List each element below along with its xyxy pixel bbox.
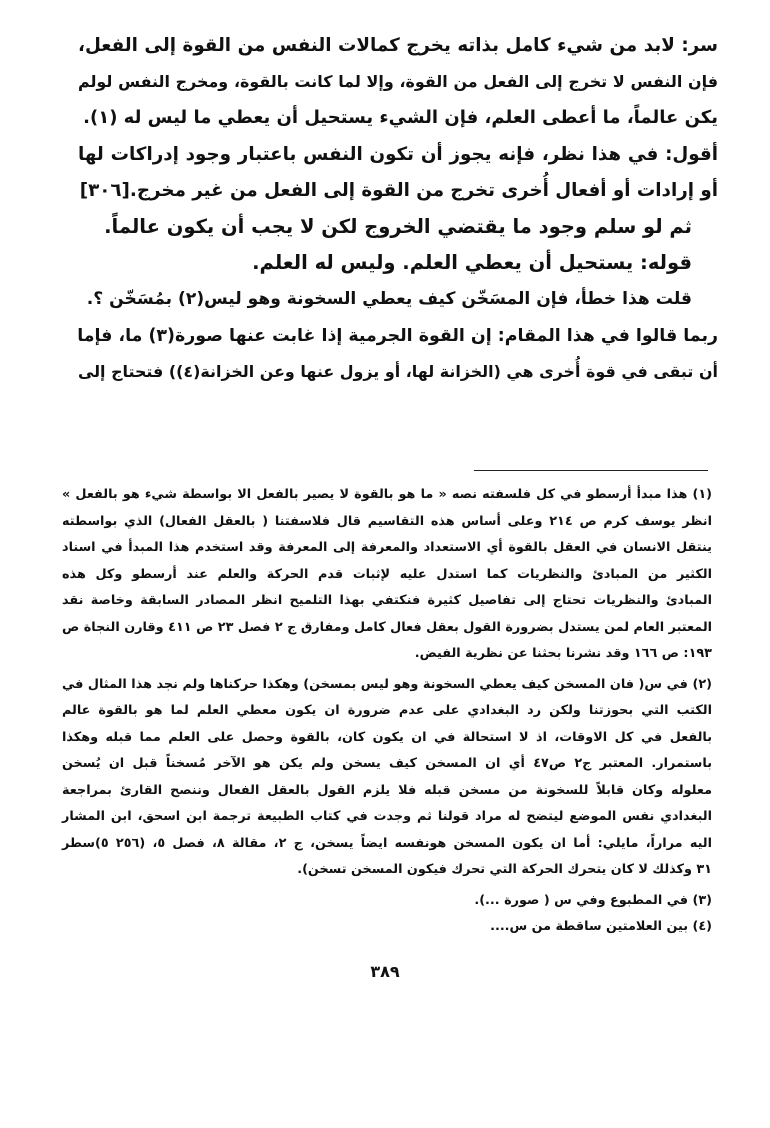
footnote-2 [62, 672, 712, 884]
footnote-line: (١) هذا مبدأ أرسطو في كل فلسفته نصه « ما هو بالقوة لا يصير بالفعل الا بواسطة شيء هو بالفعل » [62, 487, 712, 502]
footnote-line: اليه مراراً، مايلي: أما ان يكون المسخن هونفسه ايضاً يسخن، ج ٢، مقالة ٨، فصل ٥، (٢٥٦ ٥)سطر [62, 835, 712, 851]
main-text-line: أقول: في هذا نظر، فإنه يجوز أن تكون النفس باعتبار وجود إدراكات لها [78, 143, 718, 165]
footnote-line: معلوله وكان قابلاً للسخونة من مسخن قبله فلا يلزم القول بالعقل الفعال وننصح القارئ بمراجعة [62, 782, 712, 798]
main-text-line: قلت هذا خطأ، فإن المسَخّن كيف يعطي السخونة وهو ليس(٢) بمُسَخّن ؟. [86, 289, 692, 310]
footnote-line: ١٩٣: ص ١٦٦ وقد نشرنا بحثنا عن نظرية الفيض. [414, 646, 712, 661]
main-text-line: قوله: يستحيل أن يعطي العلم. وليس له العلم. [252, 251, 692, 275]
footnotes-block [62, 482, 712, 941]
footnote-line: الكثير من المبادئ والنظريات كما استدل عليه لإثبات قدم الحركة والعلم عند أرسطو وكل هذه [62, 566, 712, 582]
main-text-line: فإن النفس لا تخرج إلى الفعل من القوة، وإلا لما كانت بالقوة، ومخرج النفس لولم [78, 72, 718, 92]
footnote-4: (٤) بين العلامتين ساقطة من س.... [490, 919, 712, 934]
main-text-line: أو إرادات أو أفعال أُخرى تخرج من القوة إلى الفعل من غير مخرج.[٣٠٦] [79, 179, 718, 201]
main-text-line: ربما قالوا في هذا المقام: إن القوة الجرمية إذا غابت عنها صورة(٣) ما، فإما [77, 325, 718, 346]
footnote-line: المعتبر العام لمن يستدل بضرورة القول بعقل فعال كامل ومفارق ج ٢ فصل ٢٣ ص ٤١١ وقارن النجاة ص [62, 619, 713, 635]
footnote-line: ينتقل الانسان في العقل بالقوة أي الاستعداد والمعرفة إلى المعرفة وقد استخدم هذا المبدأ في اسناد [62, 540, 712, 555]
main-text-line: سر: لابد من شيء كامل بذاته يخرج كمالات النفس من القوة إلى الفعل، [78, 35, 718, 56]
footnote-divider [474, 470, 708, 471]
footnote-line: المبادئ والنظريات تحتاج إلى تفاصيل كثيرة فنكتفي بهذا التلميح انظر المصادر السابقة وخاصة نقد [62, 593, 712, 608]
main-text-block [78, 28, 718, 390]
page-number: ٣٨٩ [370, 962, 400, 981]
footnote-line: (٢) في س( فان المسخن كيف يعطي السخونة وهو ليس بمسخن) وهكذا حركناها ولم نجد هذا المثال في [62, 676, 712, 692]
footnote-3: (٣) في المطبوع وفي س ( صورة ...). [474, 892, 712, 908]
footnote-line: ٣١ وكذلك لا كان يتحرك الحركة التي تحرك فيكون المسخن تسخن). [297, 862, 712, 877]
footnote-line: بالفعل في كل الاوقات، اذ لا استحالة في ان يكون كان، بالقوة وحصل على العلم مما قبله وهكذا [62, 729, 712, 745]
footnote-line: البغدادي نفس الموضع ليتضح له مراد قولنا ثم وجدت في كتاب الطبيعة ترجمة ابن اسحق، ابن المشار [62, 809, 712, 824]
footnote-line: باستمرار. المعتبر ج٢ ص٤٧ أي ان المسخن كيف يسخن ولم يكن هو الآخر مُسخناً قبل ان يُسخن [62, 756, 713, 771]
main-text-line: أن تبقى في قوة أُخرى هي (الخزانة لها، أو يزول عنها وعن الخزانة(٤)) فتحتاج إلى [78, 361, 718, 381]
footnote-1 [62, 482, 712, 668]
main-text-line: يكن عالماً، ما أعطى العلم، فإن الشيء يستحيل أن يعطي ما ليس له (١). [83, 107, 718, 129]
footnote-line: الكتب التي بحوزتنا ولكن رد البغدادي على عدم ضرورة ان يكون معطي العلم لما هو بالقوة عالم [62, 703, 712, 718]
main-text-line: ثم لو سلم وجود ما يقتضي الخروج لكن لا يجب أن يكون عالماً. [104, 214, 692, 238]
footnote-line: انظر يوسف كرم ص ٢١٤ وعلى أساس هذه التقاسيم قال فلاسفتنا ( بالعقل الفعال) الذي بواسطته [62, 513, 712, 529]
